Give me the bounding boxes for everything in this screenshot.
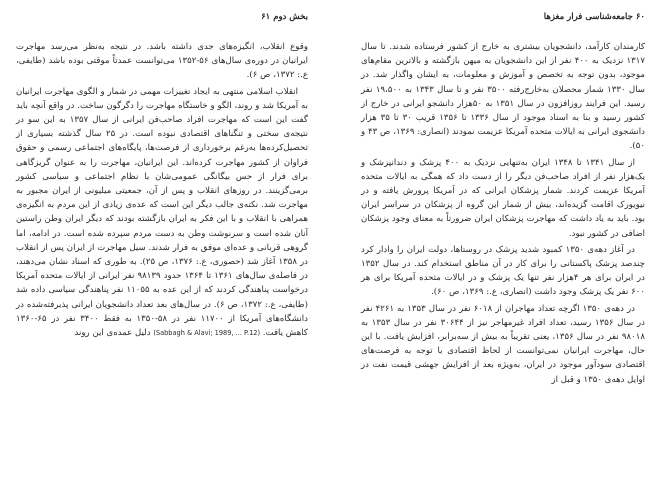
section-label: بخش دوم — [273, 12, 308, 22]
left-page — [16, 0, 308, 498]
paragraph: وقوع انقلاب، انگیزه‌های جدی داشته باشد. در نتیجه به‌نظر می‌رسد مهاجرت ایرانیان در دوره‌ی سال‌های ۵۶-۱۳۵۲ می‌توانست عمدتاً موقتی بوده باشد (طایفی، ع.: ۱۳۷۲، ص ۶). — [16, 42, 308, 81]
left-page-header — [16, 12, 308, 26]
paragraph-text: انقلاب اسلامی منتهی به ایجاد تغییرات مهمی در شمار و الگوی مهاجرت ایرانیان به آمریکا شد و روند، الگو و خاستگاه مهاجرت را دگرگون ساخت. در واقع آنچه باید گفت این است که مهاجرت افراد صاحب‌فن ایرانی از سال ۱۳۵۷ به این سو در نتیجه‌ی سختی و تنگناهای اقتصادی نبوده است. در ۲۵ سال گذشته بسیاری از تحصیل‌کرده‌ها به‌رغم برخورداری از فرصت‌ها، پایگاه‌های اجتماعی رسمی و حقوق فراوان از کشور مهاجرت کرده‌اند. این ایرانیان، مهاجرت را به عنوان گریزگاهی برای فرار از حس بیگانگی عمومی‌شان با نظام اجتماعی و سیاسی کشور برمی‌گزینند. در روزهای انقلاب و پس از آن، جمعیتی میلیونی از ایران مجبور به مهاجرت شد. نکته‌ی جالب دیگر این است که عده‌ی زیادی از این مردم به انگیزه‌ی همراهی با انقلاب و با این فکر به ایران بازگشته بودند که دیگر ایران وطن راستین آنان شده است و سرنوشت وطن به دست مردم سپرده شده است. در ادامه، اما گروهی قربانی و عده‌ای موفق به فرار شدند. سیل مهاجرت از ایران پس از انقلاب در ۱۳۵۸ آغاز شد (حصوری، ع.: ۱۳۷۶، ص ۲۵). به طوری که اسناد نشان می‌دهند، در فاصله‌ی سال‌های ۱۳۶۱ تا ۱۳۶۴ حدود ۹۸۱۳۹ نفر ایرانی از ایالات متحده آمریکا درخواست پناهندگی کردند که از این عده به ۱۱۰۵۵ نفر پناهندگی سیاسی داده شد (طایفی، ع.: ۱۳۷۲، ص ۶). در سال‌های بعد تعداد دانشجویان ایرانی پذیرفته‌شده در دانشگاه‌های آمریکا از ۱۱۷۰۰ نفر در ۵۸-۱۳۵۰ به فقط ۳۴۰۰ نفر در ۶۵-۱۳۶۰ کاهش یافت. — [16, 86, 309, 339]
paragraph: از سال ۱۳۴۱ تا ۱۳۴۸ ایران به‌تنهایی نزدیک به ۴۰۰ پزشک و دندانپزشک و یک‌هزار نفر از افراد صاحب‌فن دیگر را از دست داد که همگی به ایالات متحده آمریکا عزیمت کردند. شمار پزشکان ایرانی که در آمریکا پرورش یافته و در نیویورک اقامت گزیده‌اند، بیش از شمار این گروه از پزشکان در سراسر ایران بود. باید به یاد داشت که مهاجرت پزشکان ایران ضرورتاً به معنای وجود پزشکان اضافی در کشور نبود. — [361, 157, 645, 239]
paragraph-tail: دلیل عمده‌ی این روند — [74, 328, 151, 339]
book-title: جامعه‌شناسی فرار مغزها — [543, 12, 633, 22]
paragraph — [16, 85, 308, 341]
page-number: ۶۱ — [261, 12, 271, 22]
citation: (Sabbagh & Alavi; 1989, ... P.12) — [153, 329, 261, 338]
running-head — [544, 12, 645, 22]
paragraph: در آغاز دهه‌ی ۱۳۵۰ کمبود شدید پزشک در روستاها، دولت ایران را وادار کرد چندصد پزشک پاکستانی را برای کار در آن مناطق استخدام کند. در سال ۱۳۵۲ در ایران برای هر ۴هزار نفر تنها یک پزشک و در ایالات متحده آمریکا برای هر ۶۰۰ نفر یک پزشک وجود داشت (انصاری، ع.: ۱۳۶۹، ص ۶۰). — [361, 244, 645, 298]
running-head — [261, 12, 308, 22]
left-page-body — [16, 40, 308, 342]
page-number: ۶۰ — [635, 12, 645, 22]
right-page-header — [361, 12, 645, 26]
right-page — [361, 0, 645, 498]
right-page-body — [361, 40, 645, 389]
paragraph: کارمندان کارآمد، دانشجویان بیشتری به خارج از کشور فرستاده شدند. تا سال ۱۳۱۷ نزدیک به ۴۰۰ نفر از این دانشجویان به میهن بازگشته و بالاترین مقام‌های موجود، بدون توجه به تخصص و آموزش و معلومات، به ایشان واگذار شد. در سال ۱۳۳۰ شمار محصلان به‌خارج‌رفته ۳۵۰۰ نفر و تا سال ۱۳۴۳ به ۱۹،۵۰۰ نفر رسید. این فرایند روزافزون در سال ۱۳۵۱ به ۵۰هزار دانشجو ایرانی در خارج از کشور رسید و بنا به اسناد موجود از سال ۱۳۳۶ تا ۱۳۵۶ قریب ۳۰ تا ۳۵ هزار دانشجوی ایرانی به ایالات متحده آمریکا عزیمت نمودند (انصاری: ۱۳۶۹، ص ۴۳ و ۵۰). — [361, 42, 646, 152]
paragraph: در دهه‌ی ۱۳۵۰ اگرچه تعداد مهاجران از ۶۰۱۸ نفر در سال ۱۳۵۳ به ۴۲۶۱ نفر در سال ۱۳۵۶ رسید، تعداد افراد غیرمهاجر نیز از ۳۰۶۴۴ نفر در سال ۱۳۵۳ به ۹۸۰۱۸ نفر در سال ۱۳۵۶، یعنی تقریباً به بیش از سه‌برابر، افزایش یافت. با این حال، مهاجرت ایرانیان نمی‌توانست از لحاظ اقتصادی با توجه به فرصت‌های اقتصادی سودآور موجود در ایران، به‌ویژه بعد از افزایش جهشی قیمت نفت در اوایل دهه‌ی ۱۳۵۰ و قبل از — [361, 303, 646, 385]
